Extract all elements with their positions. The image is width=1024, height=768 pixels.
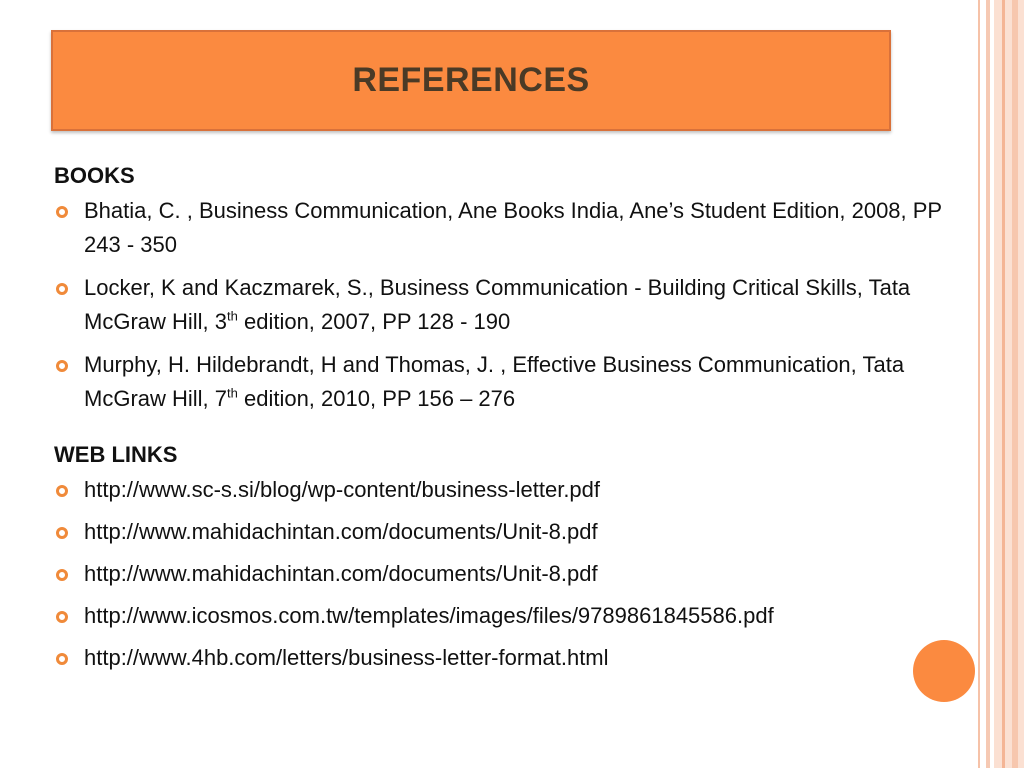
ordinal-suffix: th: [227, 385, 238, 401]
web-link-item: [54, 557, 954, 591]
web-link-item: [54, 473, 954, 507]
decor-stripe: [1002, 0, 1005, 768]
book-reference: [54, 194, 954, 262]
book-reference-text-end: edition, 2010, PP 156 – 276: [237, 386, 516, 411]
book-reference: [54, 271, 954, 339]
book-reference-text: Murphy, H. Hildebrandt, H and Thomas, J. , Effective Business Communication, Tata McGraw Hill, 7: [84, 352, 905, 411]
books-list: [54, 194, 954, 416]
bullet-icon: [56, 527, 68, 539]
bullet-icon: [56, 569, 68, 581]
decor-stripe: [986, 0, 990, 768]
web-link[interactable]: http://www.icosmos.com.tw/templates/images/files/9789861845586.pdf: [84, 603, 774, 628]
bullet-icon: [56, 653, 68, 665]
web-links-heading: WEB LINKS: [54, 442, 178, 467]
web-link-item: [54, 515, 954, 549]
decor-stripe: [978, 0, 980, 768]
decor-stripe: [994, 0, 1024, 768]
book-reference-text-end: edition, 2007, PP 128 - 190: [237, 309, 511, 334]
book-reference: [54, 348, 954, 416]
slide-content: [54, 158, 954, 683]
bullet-icon: [56, 283, 68, 295]
web-link[interactable]: http://www.mahidachintan.com/documents/Unit-8.pdf: [84, 519, 598, 544]
web-link[interactable]: http://www.4hb.com/letters/business-letter-format.html: [84, 645, 609, 670]
books-heading: BOOKS: [54, 163, 135, 188]
title-banner: [51, 30, 891, 131]
book-reference-text: Locker, K and Kaczmarek, S., Business Communication - Building Critical Skills, Tata McGraw Hill, 3: [84, 275, 911, 334]
book-reference-text: Bhatia, C. , Business Communication, Ane Books India, Ane’s Student Edition, 2008, PP 243 - 350: [84, 198, 942, 257]
web-link[interactable]: http://www.sc-s.si/blog/wp-content/business-letter.pdf: [84, 477, 601, 502]
bullet-icon: [56, 611, 68, 623]
bullet-icon: [56, 485, 68, 497]
ordinal-suffix: th: [227, 308, 238, 324]
decorative-circle: [913, 640, 975, 702]
bullet-icon: [56, 360, 68, 372]
web-link-item: [54, 641, 954, 675]
bullet-icon: [56, 206, 68, 218]
slide-title: REFERENCES: [352, 61, 590, 99]
web-links-list: [54, 473, 954, 675]
decor-stripe: [1012, 0, 1018, 768]
web-link[interactable]: http://www.mahidachintan.com/documents/Unit-8.pdf: [84, 561, 598, 586]
web-link-item: [54, 599, 954, 633]
